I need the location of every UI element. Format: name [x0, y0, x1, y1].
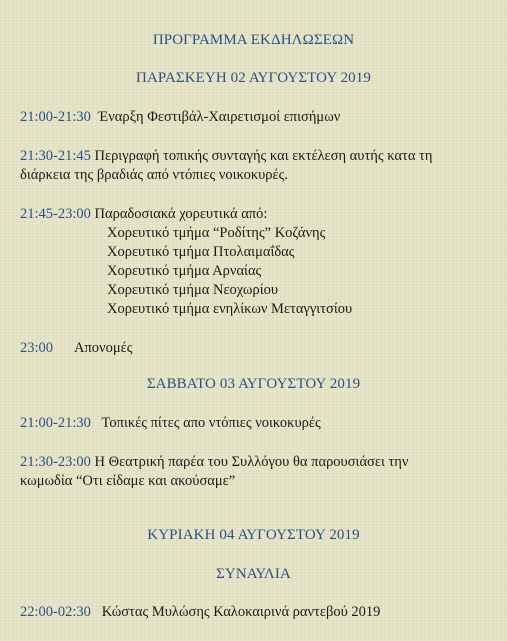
event-time: 21:30-21:45: [20, 148, 91, 164]
event-saturday-pies: [20, 415, 321, 432]
event-saturday-theatre: [20, 454, 408, 471]
dance-group-item: Χορευτικό τμήμα Πτολαιμαΐδας: [107, 244, 295, 260]
event-time: 23:00: [20, 340, 54, 356]
event-description: Περιγραφή τοπικής συνταγής και εκτέλεση αυτής κατα τη: [94, 148, 433, 164]
dance-group-item: Χορευτικό τμήμα Νεοχωρίου: [107, 282, 279, 298]
day-heading-saturday: ΣΑΒΒΑΤΟ 03 ΑΥΓΟΥΣΤΟΥ 2019: [146, 376, 361, 392]
event-description: Τοπικές πίτες απο ντόπιες νοικοκυρές: [101, 415, 321, 431]
program-title: ΠΡΟΓΡΑΜΜΑ ΕΚΔΗΛΩΣΕΩΝ: [152, 32, 355, 48]
event-time: 21:30-23:00: [20, 454, 91, 470]
event-friday-recipe-cont: [20, 167, 288, 184]
event-description: Απονομές: [73, 340, 133, 356]
event-description-cont: διάρκεια της βραδιάς από ντόπιες νοικοκυρές.: [20, 167, 288, 183]
event-description: Η Θεατρική παρέα του Συλλόγου θα παρουσιάσει την: [94, 454, 409, 470]
event-friday-dances: [20, 206, 267, 223]
dance-group-item: Χορευτικό τμήμα “Ροδίτης” Κοζάνης: [107, 225, 326, 241]
event-sunday-concert: [20, 604, 380, 621]
event-time: 21:00-21:30: [20, 415, 91, 431]
dance-group-item: Χορευτικό τμήμα ενηλίκων Μεταγγιτσίου: [107, 301, 353, 317]
event-time: 21:00-21:30: [20, 109, 91, 125]
event-description: Κώστας Μυλώσης Καλοκαιρινά ραντεβού 2019: [101, 604, 381, 620]
dance-group-item: Χορευτικό τμήμα Αρναίας: [107, 263, 262, 279]
event-description: Παραδοσιακά χορευτικά από:: [94, 206, 268, 222]
concert-heading: ΣΥΝΑΥΛΙΑ: [216, 566, 291, 582]
event-friday-recipe: [20, 148, 432, 165]
event-friday-awards: [20, 340, 132, 357]
event-friday-opening: [20, 109, 340, 126]
event-time: 21:45-23:00: [20, 206, 91, 222]
event-time: 22:00-02:30: [20, 604, 91, 620]
event-description: Έναρξη Φεστιβάλ-Χαιρετισμοί επισήμων: [98, 109, 341, 125]
event-description-cont: κωμωδία “Οτι είδαμε και ακούσαμε”: [20, 473, 236, 489]
event-saturday-theatre-cont: [20, 473, 235, 490]
day-heading-sunday: ΚΥΡΙΑΚΗ 04 ΑΥΓΟΥΣΤΟΥ 2019: [147, 527, 360, 543]
day-heading-friday: ΠΑΡΑΣΚΕΥΗ 02 ΑΥΓΟΥΣΤΟΥ 2019: [136, 70, 371, 86]
